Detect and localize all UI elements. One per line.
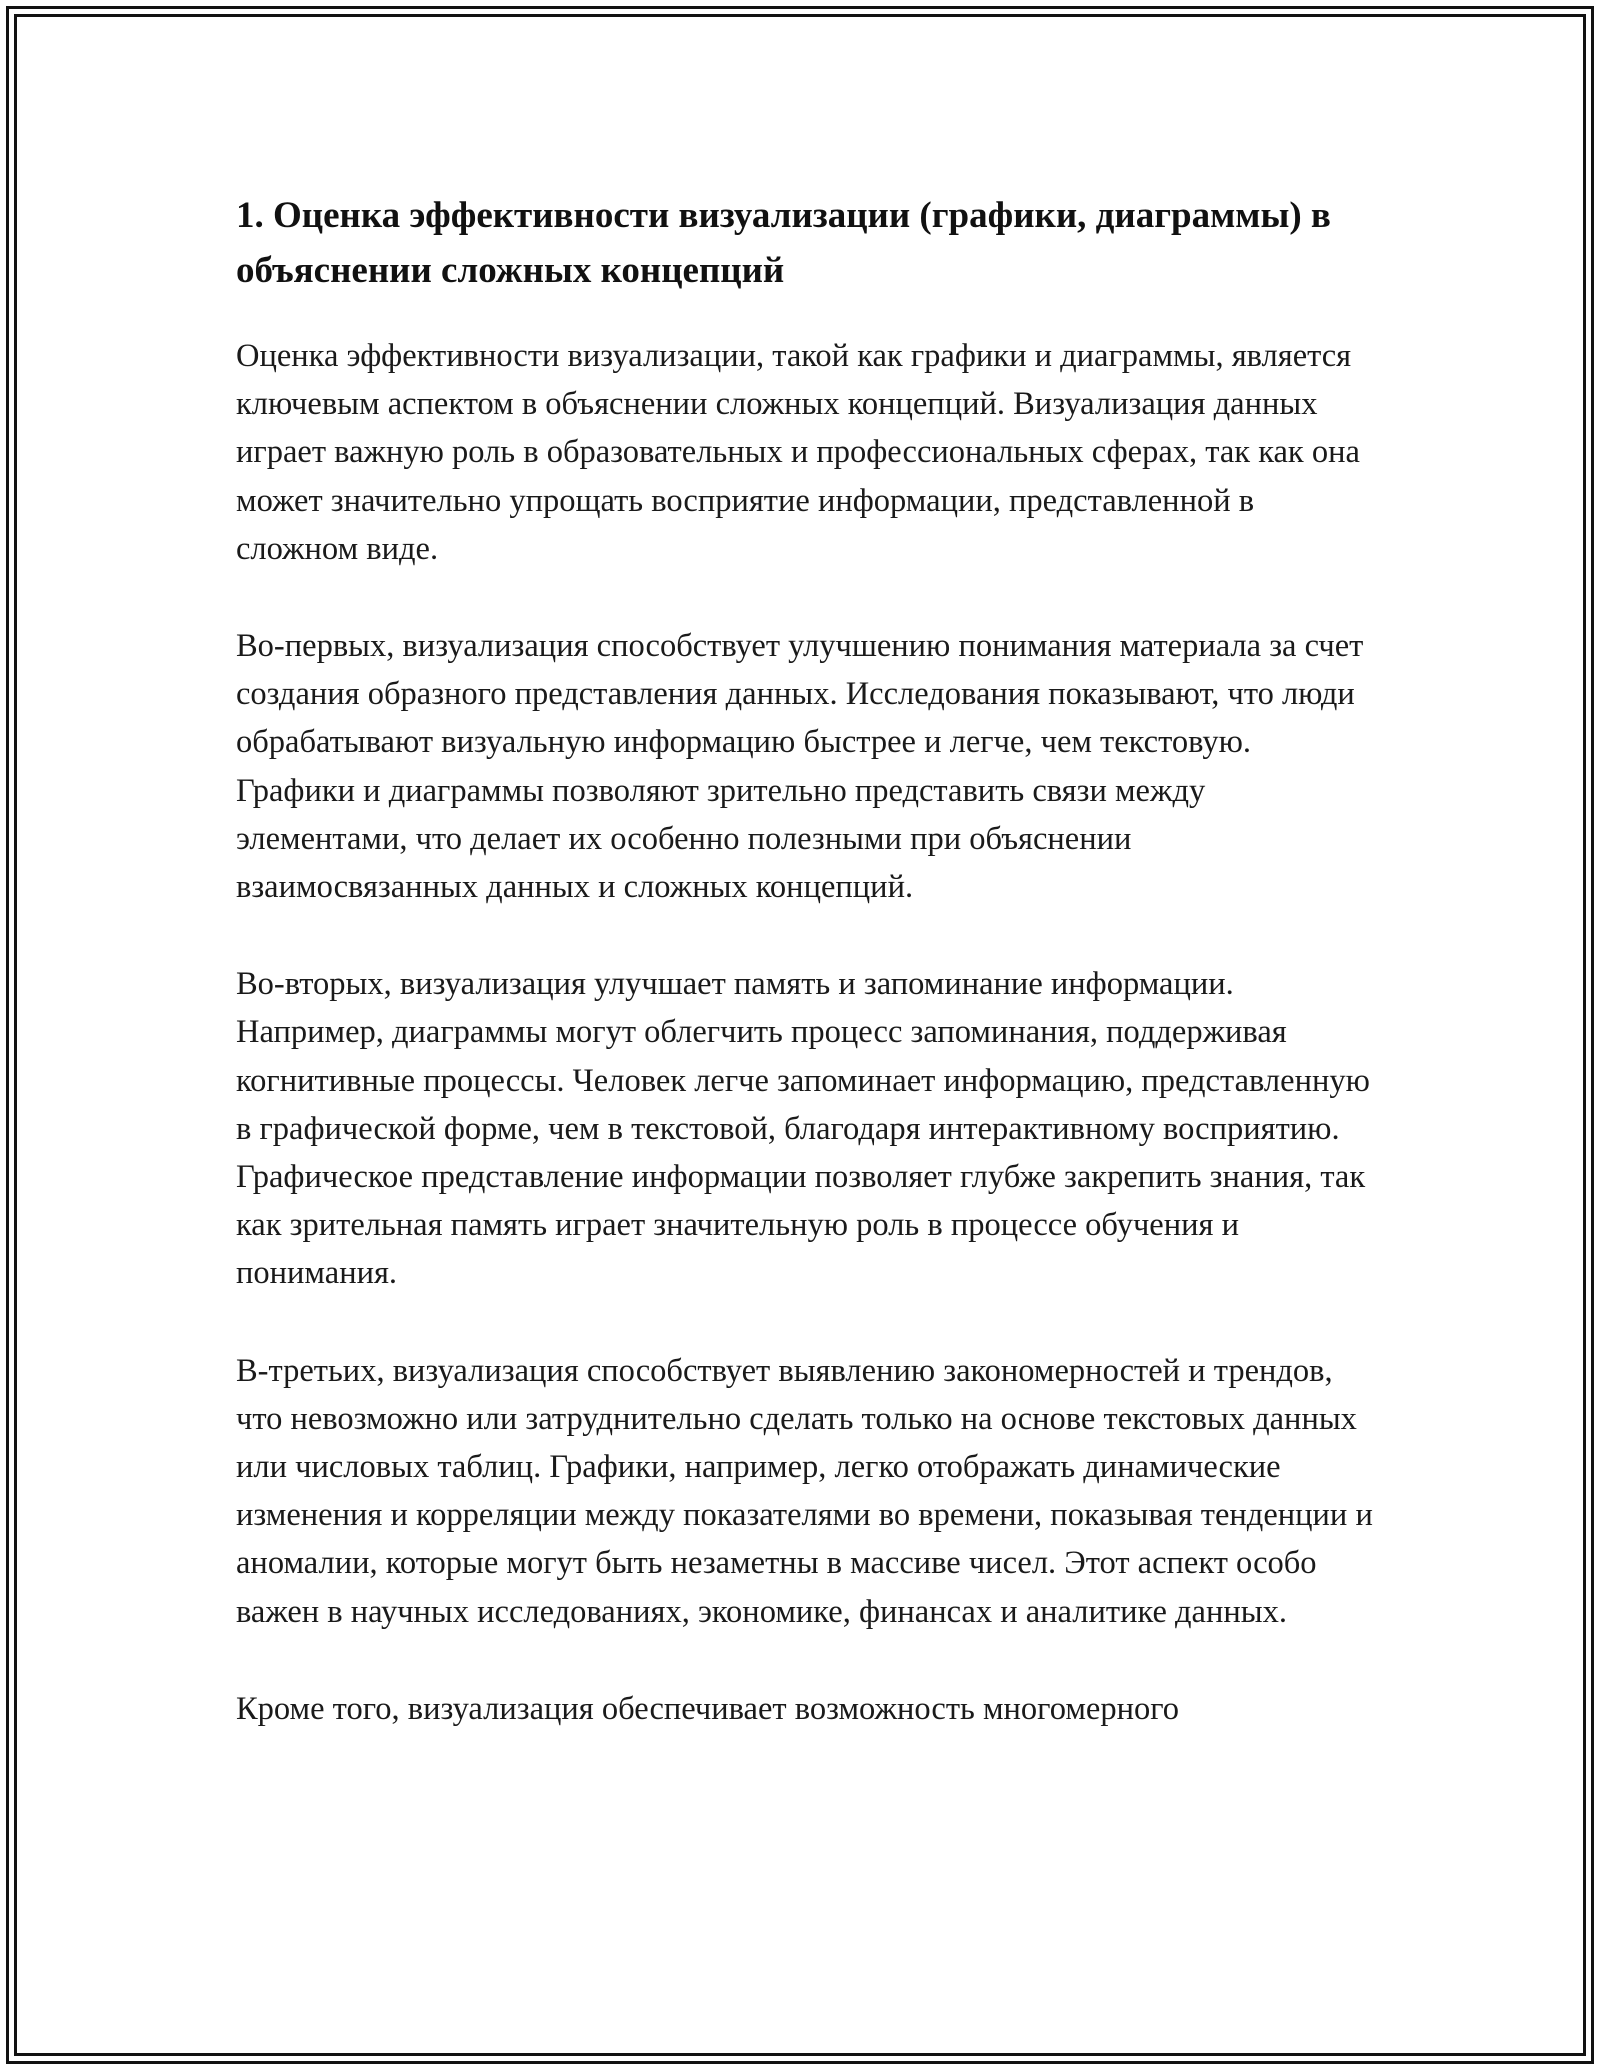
paragraph-intro: Оценка эффективности визуализации, такой как графики и диаграммы, является ключевым аспектом в объяснении сложных концепций. Визуализация данных играет важную роль в образовательных и профессиональных сферах, так как она может значительно упрощать восприятие информации, представленной в сложном виде. (236, 338, 1360, 567)
document-body (236, 188, 1376, 1782)
section-heading: 1. Оценка эффективности визуализации (графики, диаграммы) в объяснении сложных концепций (236, 195, 1331, 291)
paragraph-second: Во-вторых, визуализация улучшает память и запоминание информации. Например, диаграммы могут облегчить процесс запоминания, поддерживая когнитивные процессы. Человек легче запоминает информацию, представленную в графической форме, чем в текстовой, благодаря интерактивному восприятию. Графическое представление информации позволяет глубже закрепить знания, так как зрительная память играет значительную роль в процессе обучения и понимания. (236, 966, 1370, 1292)
paragraph-fourth: Кроме того, визуализация обеспечивает возможность многомерного (236, 1690, 1179, 1727)
paragraph-third: В-третьих, визуализация способствует выявлению закономерностей и трендов, что невозможно или затруднительно сделать только на основе текстовых данных или числовых таблиц. Графики, например, легко отображать динамические изменения и корреляции между показателями во времени, показывая тенденции и аномалии, которые могут быть незаметны в массиве чисел. Этот аспект особо важен в научных исследованиях, экономике, финансах и аналитике данных. (236, 1352, 1373, 1630)
paragraph-first: Во-первых, визуализация способствует улучшению понимания материала за счет создания образного представления данных. Исследования показывают, что люди обрабатывают визуальную информацию быстрее и легче, чем текстовую. Графики и диаграммы позволяют зрительно представить связи между элементами, что делает их особенно полезными при объяснении взаимосвязанных данных и сложных концепций. (236, 628, 1364, 906)
